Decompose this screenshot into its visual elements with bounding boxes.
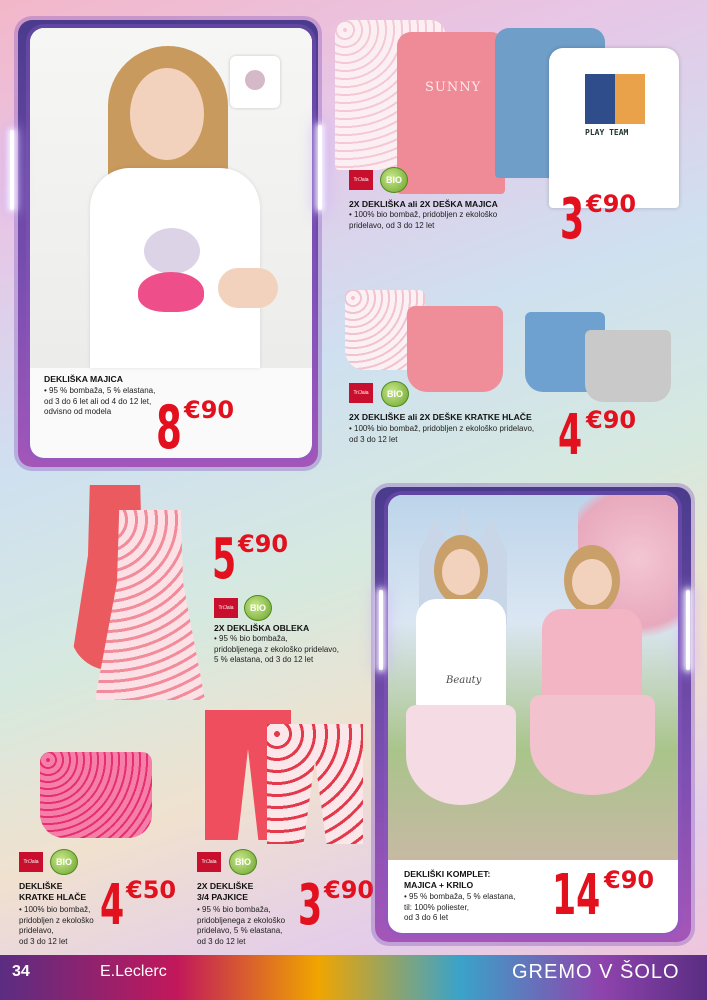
product-title: DEKLIŠKE KRATKE HLAČE	[19, 881, 87, 902]
play-team-print: PLAY TEAM	[585, 128, 629, 137]
price-cents: €90	[184, 396, 235, 424]
price-main: 8	[156, 393, 182, 458]
price-cents: €90	[586, 406, 637, 434]
product-title: 2X DEKLIŠKE 3/4 PAJKICE	[197, 881, 254, 902]
play-team-graphic	[585, 74, 645, 124]
page-number: 34	[12, 963, 30, 980]
brand-logo: Tr/Jaia	[19, 852, 43, 872]
pink-patterned-shorts	[40, 752, 152, 838]
pink-shorts	[407, 306, 503, 392]
brand-logo: Tr/Jaia	[214, 598, 238, 618]
brand-logo: Tr/Jaia	[349, 170, 373, 190]
sunny-print: SUNNY	[425, 80, 482, 95]
tshirt-thumbnail	[220, 48, 290, 108]
price-leggings-2x	[298, 873, 375, 938]
product-title: DEKLIŠKA MAJICA	[44, 374, 123, 384]
neon-light-set-right	[686, 590, 690, 670]
price-main: 3	[298, 873, 323, 938]
kitten-print	[130, 228, 212, 318]
price-cents: €90	[586, 190, 637, 218]
cherry-leggings	[267, 724, 363, 844]
price-cents: €90	[324, 876, 375, 904]
price-tshirts-2x	[560, 187, 637, 252]
girl-right	[530, 545, 655, 805]
bio-logo: BIO	[229, 849, 257, 875]
card-girl-set	[388, 495, 678, 933]
store-name: E.Leclerc	[100, 963, 167, 980]
product-description: • 95 % bio bombaža, pridobljenega z ekološko pridelavo, 5 % elastana, od 3 do 12 let	[214, 634, 339, 664]
neon-light-left	[10, 130, 14, 210]
girl-photo	[30, 28, 312, 368]
grey-shorts	[585, 330, 671, 402]
girl-left	[406, 535, 516, 855]
price-girl-tshirt	[156, 393, 235, 458]
product-title: 2X DEKLIŠKA ali 2X DEŠKA MAJICA	[349, 199, 498, 209]
price-main: 4	[100, 873, 125, 938]
product-description: • 95 % bombaža, 5 % elastana, til: 100% poliester, od 3 do 6 let	[404, 892, 516, 922]
card-girl-tshirt	[30, 28, 312, 458]
brand-logo: Tr/Jaia	[197, 852, 221, 872]
price-dress-2x	[212, 527, 289, 592]
neon-light-set-left	[379, 590, 383, 670]
girl-arm	[218, 268, 278, 308]
neon-light-right	[318, 125, 322, 210]
bio-logo: BIO	[244, 595, 272, 621]
bio-logo: BIO	[50, 849, 78, 875]
brand-logo: Tr/Jaia	[349, 383, 373, 403]
product-description: • 95 % bombaža, 5 % elastana, od 3 do 6 let ali od 4 do 12 let, odvisno od modela	[44, 386, 156, 416]
price-main: 4	[558, 403, 583, 468]
product-description: • 95 % bio bombaža, pridobljenega z ekološko pridelavo, 5 % elastana, od 3 do 12 let	[197, 905, 286, 946]
product-description: • 100% bio bombaž, pridobljen z ekološko pridelavo, od 3 do 12 let	[349, 424, 535, 444]
product-description: • 100% bio bombaž, pridobljen z ekološko pridelavo, od 3 do 12 let	[19, 905, 94, 946]
price-cents: €50	[126, 876, 177, 904]
price-girl-shorts	[100, 873, 177, 938]
girl-face	[130, 68, 204, 160]
leggings-group	[205, 710, 365, 845]
beauty-print: Beauty	[446, 675, 482, 686]
price-main: 14	[552, 863, 601, 928]
dresses-group	[40, 485, 210, 700]
product-title: 2X DEKLIŠKE ali 2X DEŠKE KRATKE HLAČE	[349, 412, 532, 422]
product-description: • 100% bio bombaž, pridobljen z ekološko pridelavo, od 3 do 12 let	[349, 210, 498, 230]
price-main: 5	[212, 527, 237, 592]
price-cents: €90	[604, 866, 655, 894]
price-main: 3	[560, 187, 585, 252]
price-shorts-2x	[558, 403, 637, 468]
price-cents: €90	[238, 530, 289, 558]
girls-castle-photo	[388, 495, 678, 860]
white-tshirt	[549, 48, 679, 208]
product-title: DEKLIŠKI KOMPLET: MAJICA + KRILO	[404, 869, 491, 890]
slogan: GREMO V ŠOLO	[512, 961, 680, 983]
product-title: 2X DEKLIŠKA OBLEKA	[214, 623, 310, 633]
price-girl-set	[552, 863, 655, 928]
pink-tshirt	[397, 32, 505, 194]
bio-logo: BIO	[380, 167, 408, 193]
bio-logo: BIO	[381, 381, 409, 407]
